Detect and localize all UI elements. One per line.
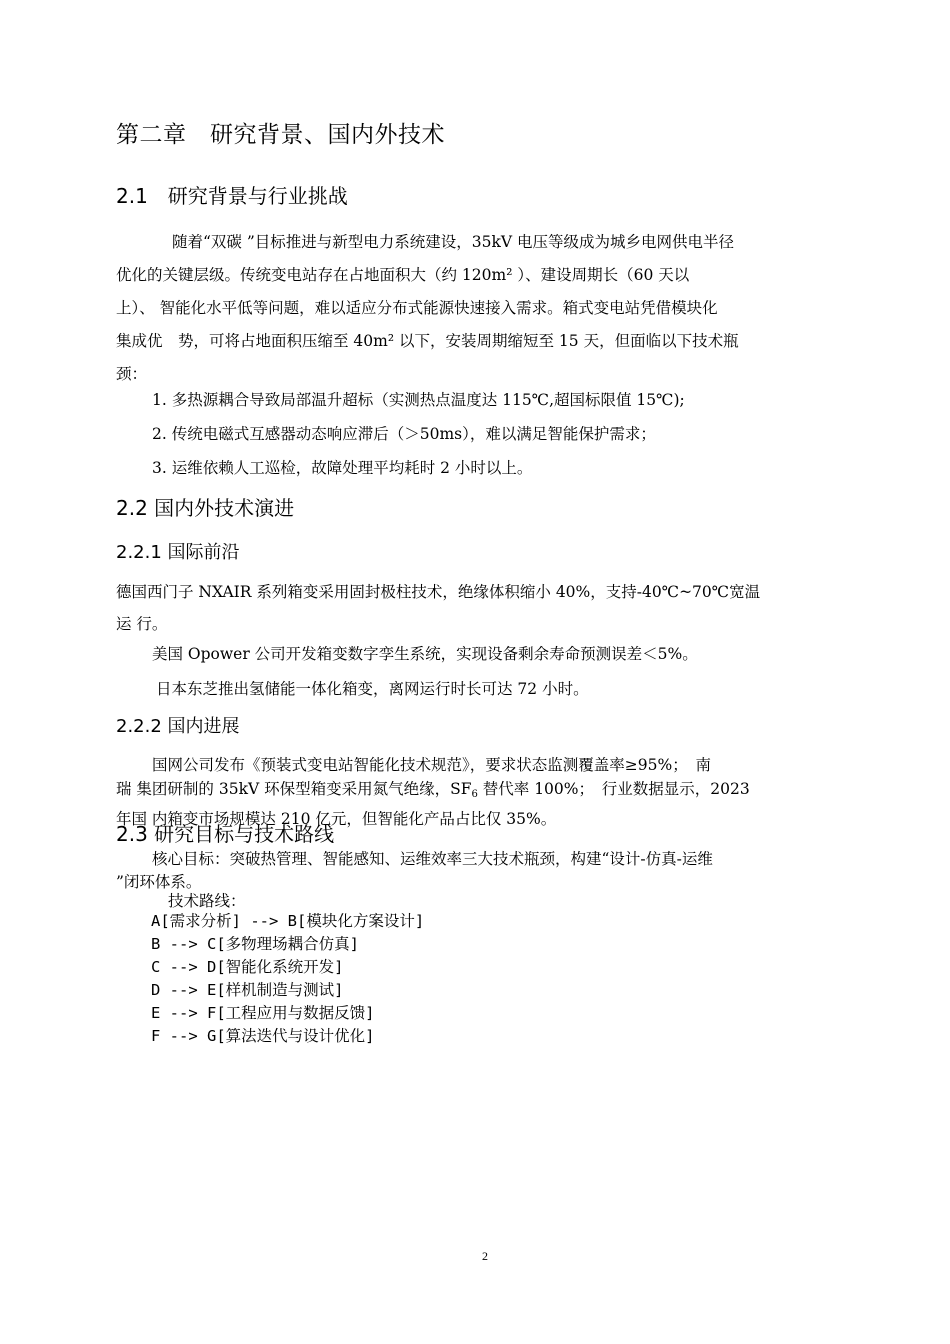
intl-line: 美国 Opower 公司开发箱变数字孪生系统，实现设备剩余寿命预测误差＜5%。: [152, 645, 698, 663]
route-line: F --> G[算法迭代与设计优化]: [151, 1027, 375, 1045]
section-2-2-2-heading: 2.2.2 国内进展: [116, 716, 240, 737]
paragraph-line: 优化的关键层级。传统变电站存在占地面积大（约 120m² ）、建设周期长（60 天以: [116, 266, 690, 284]
page-number: 2: [482, 1249, 488, 1263]
route-line: A[需求分析] --> B[模块化方案设计]: [151, 912, 425, 930]
chapter-title: 第二章 研究背景、国内外技术: [116, 122, 445, 148]
intl-line: 运 行。: [116, 615, 168, 633]
route-line: B --> C[多物理场耦合仿真]: [151, 935, 359, 953]
section-2-3-heading: 2.3 研究目标与技术路线: [116, 822, 335, 846]
section-2-1-heading: 2.1 研究背景与行业挑战: [116, 184, 348, 208]
line-part: 替代率 100%； 行业数据显示，2023: [477, 780, 750, 798]
paragraph-line: 集成优 势，可将占地面积压缩至 40m² 以下，安装周期缩短至 15 天，但面临以下技术瓶: [116, 332, 739, 350]
route-label: 技术路线：: [168, 892, 246, 910]
route-list: [151, 910, 424, 1048]
line-part: 瑞 集团研制的 35kV 环保型箱变采用氮气绝缘，SF: [116, 780, 472, 798]
subscript: 6: [471, 789, 478, 800]
intl-line: 日本东芝推出氢储能一体化箱变，离网运行时长可达 72 小时。: [156, 680, 589, 698]
paragraph-line: 国网公司发布《预装式变电站智能化技术规范》，要求状态监测覆盖率≥95%； 南: [152, 756, 711, 774]
paragraph-line: [116, 777, 750, 807]
paragraph-line: ”闭环体系。: [116, 873, 202, 891]
route-line: C --> D[智能化系统开发]: [151, 958, 344, 976]
list-item: 3. 运维依赖人工巡检，故障处理平均耗时 2 小时以上。: [152, 459, 533, 477]
paragraph-line: 核心目标：突破热管理、智能感知、运维效率三大技术瓶颈，构建“设计-仿真-运维: [152, 850, 713, 868]
section-2-2-1-heading: 2.2.1 国际前沿: [116, 542, 240, 563]
paragraph-line: 随着“双碳 ”目标推进与新型电力系统建设，35kV 电压等级成为城乡电网供电半径: [172, 233, 735, 251]
list-item: 1. 多热源耦合导致局部温升超标（实测热点温度达 115℃,超国标限值 15℃);: [152, 391, 685, 409]
route-line: D --> E[样机制造与测试]: [151, 981, 344, 999]
list-item: 2. 传统电磁式互感器动态响应滞后（＞50ms），难以满足智能保护需求；: [152, 425, 656, 443]
intl-line: 德国西门子 NXAIR 系列箱变采用固封极柱技术，绝缘体积缩小 40%，支持-40℃~70℃宽温: [116, 583, 761, 601]
goal-paragraph: [116, 848, 713, 894]
section-2-1-paragraph: [116, 226, 739, 391]
route-line: E --> F[工程应用与数据反馈]: [151, 1004, 375, 1022]
paragraph-line: 年国 内箱变市场规模达 210 亿元，但智能化产品占比仅 35%。: [116, 810, 557, 828]
section-2-2-heading: 2.2 国内外技术演进: [116, 496, 295, 520]
paragraph-line: 上）、 智能化水平低等问题，难以适应分布式能源快速接入需求。箱式变电站凭借模块化: [116, 299, 718, 317]
paragraph-line: 颈：: [116, 365, 148, 383]
